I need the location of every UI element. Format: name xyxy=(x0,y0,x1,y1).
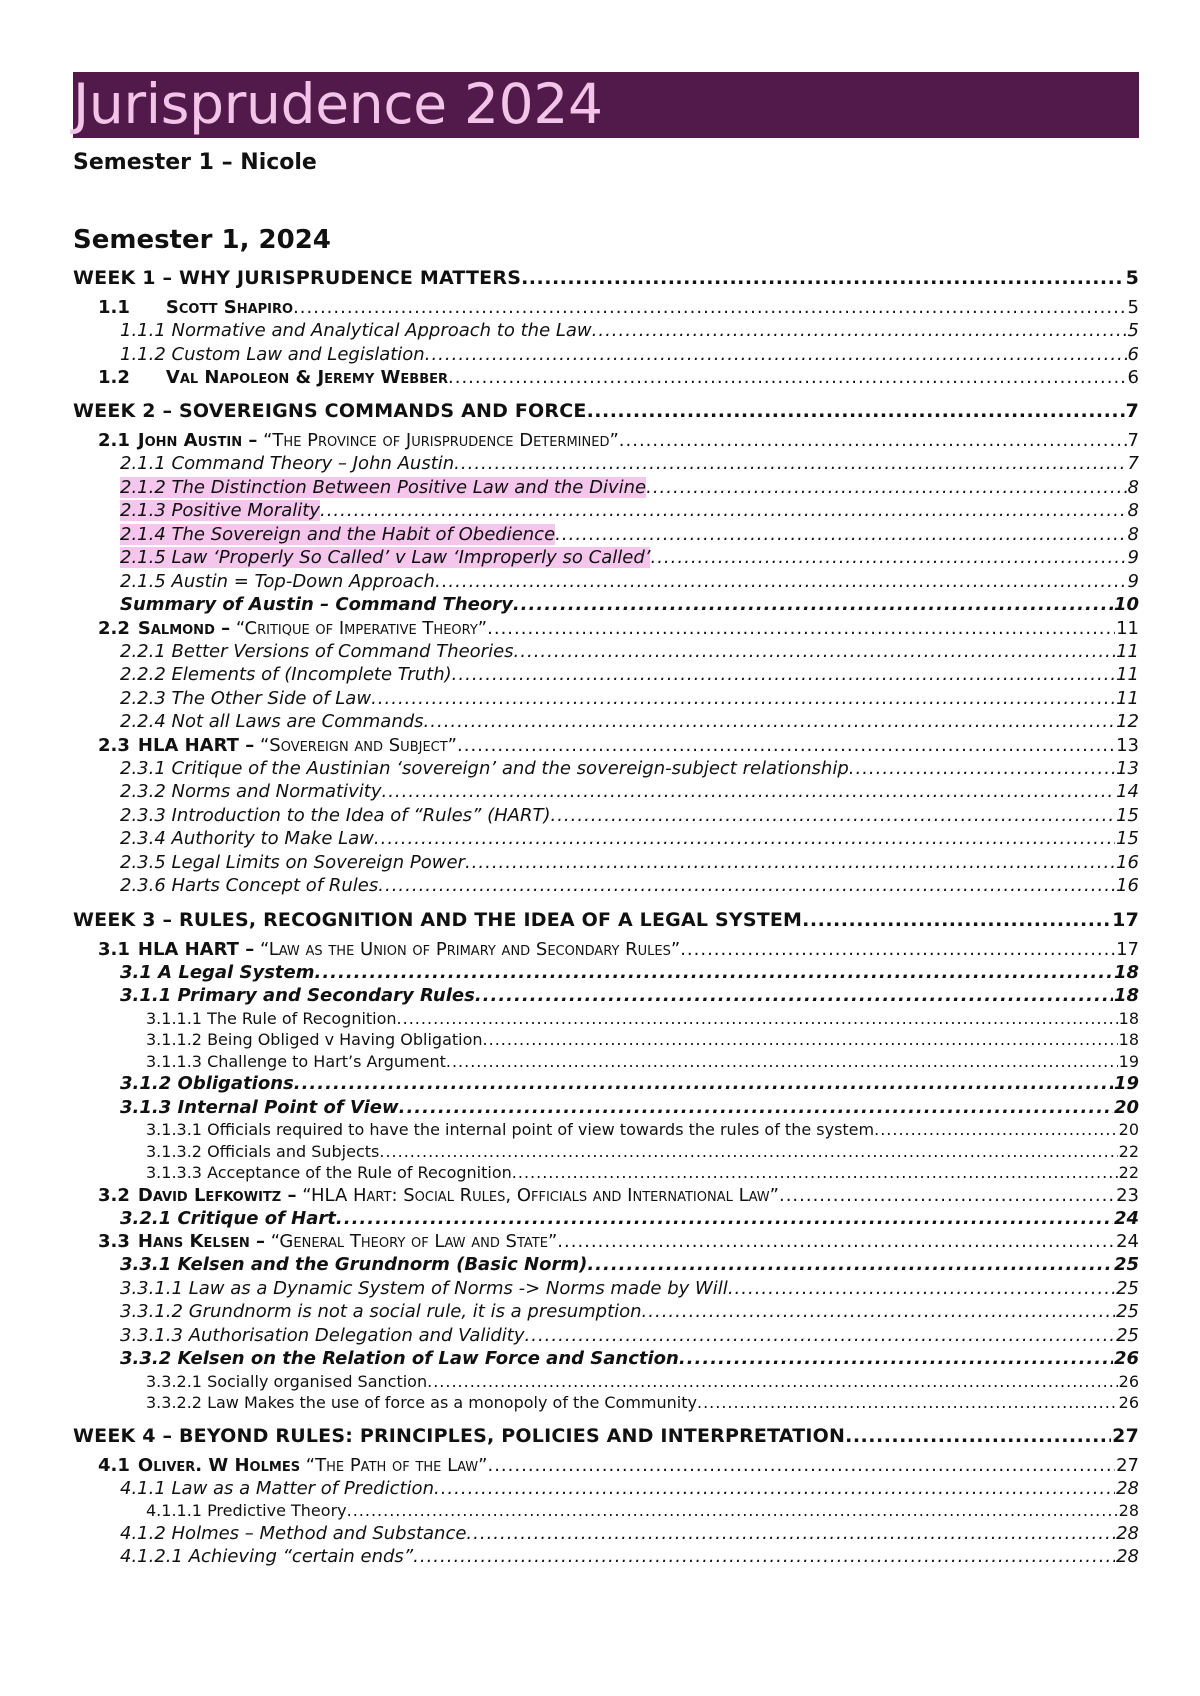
toc-page-number: 24 xyxy=(1113,1207,1139,1229)
toc-section-number: 2.1 xyxy=(98,430,130,451)
toc-text: 2.2.1 Better Versions of Command Theories xyxy=(120,640,514,662)
toc-entry-sub[interactable] xyxy=(73,1522,1139,1546)
toc-section-author: David Lefkowitz – xyxy=(137,1184,297,1206)
toc-dot-leader xyxy=(427,1371,1118,1393)
toc-entry-subsub[interactable] xyxy=(73,1162,1139,1184)
toc-text: 4.1.1.1 Predictive Theory xyxy=(146,1501,347,1520)
toc-dot-leader xyxy=(728,1277,1115,1301)
toc-entry-sub[interactable] xyxy=(73,874,1139,898)
toc-entry-sub[interactable] xyxy=(73,757,1139,781)
toc-entry-sub[interactable] xyxy=(73,984,1139,1008)
toc-dot-leader xyxy=(457,734,1115,757)
toc-text: 3.1.1.2 Being Obliged v Having Obligation xyxy=(146,1030,483,1049)
toc-page-number: 11 xyxy=(1116,687,1139,709)
toc-page-number: 15 xyxy=(1116,828,1139,849)
toc-text: 2.3.6 Harts Concept of Rules xyxy=(120,875,379,896)
toc-page-number: 7 xyxy=(1127,453,1139,474)
toc-section-work: “HLA Hart: Social Rules, Officials and International Law” xyxy=(296,1184,779,1206)
toc-text: 2.1.5 Austin = Top-Down Approach xyxy=(120,570,435,592)
toc-dot-leader xyxy=(802,908,1111,932)
toc-entry-title xyxy=(120,663,452,687)
toc-text: Summary of Austin – Command Theory xyxy=(120,594,513,615)
toc-page-number: 7 xyxy=(1125,400,1139,422)
toc-dot-leader xyxy=(849,757,1115,781)
toc-entry-week[interactable] xyxy=(73,266,1139,290)
toc-entry-sub[interactable] xyxy=(73,827,1139,851)
toc-page-number: 8 xyxy=(1127,500,1139,521)
toc-entry-sub[interactable] xyxy=(73,593,1139,617)
toc-page-number: 26 xyxy=(1118,1371,1139,1391)
toc-entry-week[interactable] xyxy=(73,399,1139,423)
toc-page-number: 23 xyxy=(1116,1184,1139,1206)
document-title: Jurisprudence 2024 xyxy=(73,72,603,136)
toc-text: 3.1.3 Internal Point of View xyxy=(120,1096,399,1118)
toc-section-author: Scott Shapiro xyxy=(165,297,294,318)
toc-text: 4.1.2.1 Achieving “certain ends” xyxy=(120,1546,414,1567)
toc-text: 2.2.3 The Other Side of Law xyxy=(120,687,372,709)
toc-text: 3.3.2.1 Socially organised Sanction xyxy=(146,1371,428,1391)
toc-page-number: 13 xyxy=(1116,734,1139,756)
toc-dot-leader xyxy=(680,938,1115,961)
toc-dot-leader xyxy=(425,343,1127,367)
toc-entry-sub[interactable] xyxy=(73,343,1139,367)
title-banner xyxy=(73,72,1139,138)
toc-entry-sub[interactable] xyxy=(73,804,1139,828)
toc-text: WEEK 4 – BEYOND RULES: PRINCIPLES, POLICIES AND INTERPRETATION xyxy=(73,1424,846,1447)
toc-entry-title xyxy=(146,1392,697,1414)
toc-entry-sec[interactable] xyxy=(73,1230,1139,1253)
toc-entry-title xyxy=(120,851,465,875)
toc-section-author: HLA HART – xyxy=(137,734,255,756)
toc-entry-sec[interactable] xyxy=(73,429,1139,452)
toc-text: 3.3.2 Kelsen on the Relation of Law Force and Sanction xyxy=(120,1348,679,1369)
toc-dot-leader xyxy=(697,1392,1118,1414)
toc-dot-leader xyxy=(525,1324,1116,1348)
toc-entry-title xyxy=(120,1300,642,1324)
toc-dot-leader xyxy=(379,1141,1117,1163)
toc-entry-title xyxy=(120,1324,525,1348)
toc-entry-title xyxy=(146,1371,427,1393)
toc-section-number: 3.1 xyxy=(98,938,130,960)
toc-section-number: 4.1 xyxy=(98,1454,130,1476)
toc-text: WEEK 2 – SOVEREIGNS COMMANDS AND FORCE xyxy=(73,400,587,422)
toc-highlighted-text: 2.1.2 The Distinction Between Positive Law and the Divine xyxy=(120,476,647,498)
toc-entry-sec[interactable] xyxy=(73,734,1139,757)
toc-highlighted-text: 2.1.3 Positive Morality xyxy=(120,500,320,521)
toc-dot-leader xyxy=(557,1230,1115,1253)
toc-dot-leader xyxy=(779,1184,1115,1207)
toc-text: 2.3.3 Introduction to the Idea of “Rules” (HART) xyxy=(120,804,551,826)
toc-page-number: 15 xyxy=(1116,804,1139,826)
toc-entry-title xyxy=(120,757,849,781)
toc-dot-leader xyxy=(874,1119,1118,1141)
toc-text: 3.3.1.2 Grundnorm is not a social rule, it is a presumption xyxy=(120,1301,642,1322)
toc-dot-leader xyxy=(435,570,1127,594)
toc-dot-leader xyxy=(550,804,1115,828)
toc-entry-sec[interactable] xyxy=(73,366,1139,389)
toc-page-number: 6 xyxy=(1127,343,1139,365)
toc-page-number: 11 xyxy=(1116,617,1139,639)
toc-page-number: 5 xyxy=(1127,297,1139,318)
toc-entry-sec[interactable] xyxy=(73,938,1139,961)
toc-entry-title xyxy=(146,1051,446,1073)
toc-page-number: 25 xyxy=(1113,1254,1139,1275)
toc-text: 3.3.2.2 Law Makes the use of force as a monopoly of the Community xyxy=(146,1393,697,1412)
toc-page-number: 19 xyxy=(1118,1051,1139,1071)
toc-entry-subsub[interactable] xyxy=(73,1029,1139,1051)
toc-dot-leader xyxy=(413,1545,1115,1569)
toc-page-number: 8 xyxy=(1127,523,1139,545)
toc-entry-subsub[interactable] xyxy=(73,1371,1139,1393)
toc-text: 2.3.5 Legal Limits on Sovereign Power xyxy=(120,851,465,873)
toc-text: 3.1.3.3 Acceptance of the Rule of Recognition xyxy=(146,1163,512,1182)
toc-entry-title xyxy=(73,399,587,423)
toc-dot-leader xyxy=(374,827,1115,851)
toc-section-work: “The Path of the Law” xyxy=(300,1454,488,1476)
toc-dot-leader xyxy=(650,546,1126,570)
toc-entry-sub[interactable] xyxy=(73,663,1139,687)
toc-entry-title xyxy=(98,1454,487,1477)
toc-section-author: HLA HART – xyxy=(137,938,255,960)
toc-entry-title xyxy=(120,1253,587,1277)
toc-entry-sub[interactable] xyxy=(73,1277,1139,1301)
toc-entry-sub[interactable] xyxy=(73,452,1139,476)
toc-dot-leader xyxy=(336,1207,1113,1231)
toc-highlighted-text: 2.1.5 Law ‘Properly So Called’ v Law ‘Improperly so Called’ xyxy=(120,547,651,568)
toc-text: WEEK 1 – WHY JURISPRUDENCE MATTERS xyxy=(73,267,522,289)
toc-entry-subsub[interactable] xyxy=(73,1008,1139,1030)
toc-entry-title xyxy=(120,640,514,664)
toc-text: 2.3.4 Authority to Make Law xyxy=(120,828,374,849)
toc-dot-leader xyxy=(521,266,1125,290)
toc-page-number: 17 xyxy=(1116,938,1139,960)
toc-dot-leader xyxy=(512,1162,1118,1184)
toc-text: 4.1.2 Holmes – Method and Substance xyxy=(120,1522,467,1544)
toc-dot-leader xyxy=(475,984,1113,1008)
toc-text: 3.1.1 Primary and Secondary Rules xyxy=(120,985,475,1006)
toc-page-number: 25 xyxy=(1116,1301,1139,1322)
toc-entry-sub[interactable] xyxy=(73,1324,1139,1348)
toc-page-number: 28 xyxy=(1116,1546,1139,1567)
toc-dot-leader xyxy=(293,296,1126,319)
toc-entry-title xyxy=(73,1424,845,1448)
toc-dot-leader xyxy=(465,851,1115,875)
toc-dot-leader xyxy=(397,1008,1118,1030)
toc-page-number: 28 xyxy=(1116,1477,1139,1499)
toc-entry-title xyxy=(120,804,550,828)
toc-dot-leader xyxy=(381,780,1115,804)
toc-entry-title xyxy=(146,1162,512,1184)
toc-dot-leader xyxy=(514,640,1116,664)
toc-page-number: 25 xyxy=(1116,1277,1139,1299)
toc-dot-leader xyxy=(424,710,1116,734)
toc-page-number: 14 xyxy=(1116,781,1139,802)
toc-entry-subsub[interactable] xyxy=(73,1392,1139,1414)
toc-entry-sub[interactable] xyxy=(73,523,1139,547)
toc-dot-leader xyxy=(587,399,1125,423)
toc-entry-title xyxy=(120,476,646,500)
toc-dot-leader xyxy=(845,1424,1111,1448)
toc-dot-leader xyxy=(347,1500,1118,1522)
toc-page-number: 13 xyxy=(1116,757,1139,779)
toc-entry-title xyxy=(120,1347,679,1371)
toc-dot-leader xyxy=(587,1253,1113,1277)
toc-page-number: 16 xyxy=(1116,851,1139,873)
toc-entry-sub[interactable] xyxy=(73,570,1139,594)
toc-entry-title xyxy=(120,1545,413,1569)
toc-entry-title xyxy=(98,1184,779,1207)
toc-text: 2.2.2 Elements of (Incomplete Truth) xyxy=(120,664,452,685)
toc-page-number: 5 xyxy=(1125,267,1139,289)
toc-dot-leader xyxy=(487,1454,1115,1477)
toc-dot-leader xyxy=(483,1029,1118,1051)
toc-page-number: 26 xyxy=(1113,1348,1139,1369)
toc-entry-sub[interactable] xyxy=(73,710,1139,734)
toc-dot-leader xyxy=(513,593,1113,617)
toc-dot-leader xyxy=(454,452,1126,476)
toc-page-number: 6 xyxy=(1127,367,1139,388)
toc-page-number: 17 xyxy=(1112,908,1139,931)
toc-entry-title xyxy=(120,687,371,711)
toc-entry-title xyxy=(120,593,513,617)
toc-entry-sub[interactable] xyxy=(73,476,1139,500)
toc-entry-sub[interactable] xyxy=(73,1207,1139,1231)
toc-dot-leader xyxy=(448,366,1127,389)
toc-page-number: 27 xyxy=(1112,1424,1139,1447)
toc-entry-sec[interactable] xyxy=(73,296,1139,319)
toc-highlighted-text: 2.1.4 The Sovereign and the Habit of Obedience xyxy=(120,523,556,545)
toc-page-number: 11 xyxy=(1116,640,1139,662)
toc-page-number: 10 xyxy=(1113,594,1139,615)
toc-page-number: 8 xyxy=(1127,476,1139,498)
toc-text: 3.3.1 Kelsen and the Grundnorm (Basic Norm) xyxy=(120,1254,588,1275)
toc-text: 3.1.3.1 Officials required to have the internal point of view towards the rules of the system xyxy=(146,1120,875,1139)
toc-text: 4.1.1 Law as a Matter of Prediction xyxy=(120,1477,434,1499)
toc-section-work: “Law as the Union of Primary and Secondary Rules” xyxy=(254,938,681,960)
toc-entry-title xyxy=(120,546,650,570)
toc-entry-sub[interactable] xyxy=(73,1477,1139,1501)
toc-page-number: 5 xyxy=(1127,320,1139,341)
toc-dot-leader xyxy=(399,1096,1113,1120)
toc-entry-title xyxy=(120,1207,336,1231)
toc-entry-title xyxy=(146,1029,483,1051)
toc-entry-sub[interactable] xyxy=(73,1347,1139,1371)
toc-entry-title xyxy=(120,710,424,734)
document-subtitle: Semester 1 – Nicole xyxy=(73,150,317,175)
toc-section-number: 3.2 xyxy=(98,1184,130,1206)
toc-page-number: 22 xyxy=(1118,1141,1139,1161)
toc-dot-leader xyxy=(434,1477,1115,1501)
toc-text: 3.2.1 Critique of Hart xyxy=(120,1207,336,1229)
toc-entry-sec[interactable] xyxy=(73,617,1139,640)
toc-entry-title xyxy=(120,1277,728,1301)
toc-section-number: 2.2 xyxy=(98,617,130,639)
toc-entry-sub[interactable] xyxy=(73,1300,1139,1324)
toc-text: 3.3.1.3 Authorisation Delegation and Validity xyxy=(120,1324,525,1346)
toc-text: 2.1.1 Command Theory – John Austin xyxy=(120,453,455,474)
toc-entry-title xyxy=(73,908,802,932)
toc-page-number: 16 xyxy=(1116,875,1139,896)
toc-text: 3.1.2 Obligations xyxy=(120,1073,294,1094)
toc-entry-title xyxy=(73,266,521,290)
toc-dot-leader xyxy=(555,523,1126,547)
toc-section-number: 2.3 xyxy=(98,734,130,756)
toc-page-number: 27 xyxy=(1116,1454,1139,1476)
toc-entry-title xyxy=(98,1230,557,1253)
toc-dot-leader xyxy=(371,687,1115,711)
toc-section-work: “General Theory of Law and State” xyxy=(265,1231,558,1252)
toc-entry-title xyxy=(146,1500,347,1522)
toc-entry-title xyxy=(146,1008,397,1030)
toc-page-number: 11 xyxy=(1116,664,1139,685)
toc-entry-subsub[interactable] xyxy=(73,1500,1139,1522)
toc-dot-leader xyxy=(452,663,1115,687)
toc-page-number: 24 xyxy=(1116,1231,1139,1252)
toc-section-work: “Critique of Imperative Theory” xyxy=(230,617,488,639)
toc-page-number: 18 xyxy=(1118,1030,1139,1049)
toc-entry-title xyxy=(146,1119,874,1141)
toc-section-number: 1.1 xyxy=(98,297,130,318)
toc-entry-title xyxy=(120,1096,399,1120)
toc-text: 3.1 A Legal System xyxy=(120,961,315,983)
toc-section-author: Salmond – xyxy=(137,617,231,639)
toc-page-number: 28 xyxy=(1116,1522,1139,1544)
toc-entry-subsub[interactable] xyxy=(73,1119,1139,1141)
toc-text: 2.3.2 Norms and Normativity xyxy=(120,781,382,802)
toc-entry-title xyxy=(120,499,320,523)
toc-entry-week[interactable] xyxy=(73,1424,1139,1448)
toc-dot-leader xyxy=(642,1300,1116,1324)
toc-text: 1.1.2 Custom Law and Legislation xyxy=(120,343,425,365)
toc-page-number: 20 xyxy=(1113,1096,1139,1118)
toc-entry-sub[interactable] xyxy=(73,546,1139,570)
toc-page-number: 20 xyxy=(1118,1120,1139,1139)
toc-text: 1.1.1 Normative and Analytical Approach to the Law xyxy=(120,320,592,341)
toc-entry-sec[interactable] xyxy=(73,1454,1139,1477)
toc-dot-leader xyxy=(487,617,1115,640)
toc-entry-title xyxy=(120,319,592,343)
toc-section-work: “Sovereign and Subject” xyxy=(254,734,458,756)
toc-entry-sub[interactable] xyxy=(73,687,1139,711)
toc-entry-sub[interactable] xyxy=(73,640,1139,664)
toc-entry-title xyxy=(120,984,475,1008)
toc-entry-title xyxy=(120,452,454,476)
toc-dot-leader xyxy=(446,1051,1118,1073)
toc-page-number: 12 xyxy=(1116,711,1139,732)
toc-dot-leader xyxy=(466,1522,1115,1546)
toc-entry-subsub[interactable] xyxy=(73,1051,1139,1073)
toc-section-author: Hans Kelsen – xyxy=(137,1231,266,1252)
toc-text: WEEK 3 – RULES, RECOGNITION AND THE IDEA OF A LEGAL SYSTEM xyxy=(73,908,803,931)
toc-section-work: “The Province of Jurisprudence Determined” xyxy=(257,430,619,451)
toc-entry-sub[interactable] xyxy=(73,961,1139,985)
toc-entry-title xyxy=(98,938,680,961)
toc-page-number: 19 xyxy=(1113,1073,1139,1094)
toc-entry-sub[interactable] xyxy=(73,780,1139,804)
toc-dot-leader xyxy=(619,429,1127,452)
toc-entry-week[interactable] xyxy=(73,908,1139,932)
toc-text: 3.1.3.2 Officials and Subjects xyxy=(146,1141,380,1161)
toc-dot-leader xyxy=(320,499,1127,523)
toc-entry-title xyxy=(120,1522,466,1546)
toc-section-number: 1.2 xyxy=(98,367,130,388)
toc-text: 3.1.1.3 Challenge to Hart’s Argument xyxy=(146,1051,446,1071)
toc-entry-sub[interactable] xyxy=(73,319,1139,343)
toc-section-number: 3.3 xyxy=(98,1231,130,1252)
toc-text: 3.3.1.1 Law as a Dynamic System of Norms -> Norms made by Will xyxy=(120,1277,728,1299)
toc-entry-sub[interactable] xyxy=(73,851,1139,875)
toc-dot-leader xyxy=(646,476,1126,500)
toc-text: 2.2.4 Not all Laws are Commands xyxy=(120,711,424,732)
toc-text: 2.3.1 Critique of the Austinian ‘sovereign’ and the sovereign-subject relationship xyxy=(120,757,849,779)
toc-page-number: 18 xyxy=(1113,961,1139,983)
toc-entry-title xyxy=(120,343,425,367)
toc-entry-sub[interactable] xyxy=(73,1072,1139,1096)
toc-dot-leader xyxy=(679,1347,1113,1371)
toc-page-number: 9 xyxy=(1127,570,1139,592)
toc-heading: Semester 1, 2024 xyxy=(73,225,331,255)
toc-entry-title xyxy=(120,523,555,547)
toc-entry-sub[interactable] xyxy=(73,1253,1139,1277)
toc-dot-leader xyxy=(294,1072,1113,1096)
toc-section-author: Val Napoleon & Jeremy Webber xyxy=(165,367,448,388)
toc-page-number: 25 xyxy=(1116,1324,1139,1346)
toc-section-author: Oliver. W Holmes xyxy=(137,1454,301,1476)
toc-entry-title xyxy=(98,617,487,640)
toc-section-author: John Austin – xyxy=(137,430,258,451)
toc-page-number: 18 xyxy=(1113,985,1139,1006)
toc-entry-sec[interactable] xyxy=(73,1184,1139,1207)
toc-entry-title xyxy=(98,734,457,757)
toc-entry-title xyxy=(98,296,293,319)
toc-page-number: 18 xyxy=(1118,1008,1139,1028)
toc-entry-title xyxy=(120,1072,294,1096)
toc-entry-subsub[interactable] xyxy=(73,1141,1139,1163)
toc-entry-title xyxy=(120,827,374,851)
toc-entry-sub[interactable] xyxy=(73,1096,1139,1120)
toc-page-number: 9 xyxy=(1127,547,1139,568)
toc-page-number: 22 xyxy=(1118,1163,1139,1182)
document-page xyxy=(73,72,1139,1569)
toc-entry-sub[interactable] xyxy=(73,499,1139,523)
toc-page-number: 26 xyxy=(1118,1393,1139,1412)
toc-entry-title xyxy=(120,1477,434,1501)
toc-text: 3.1.1.1 The Rule of Recognition xyxy=(146,1008,397,1028)
toc-entry-title xyxy=(120,570,435,594)
toc-page-number: 28 xyxy=(1118,1501,1139,1520)
toc-entry-title xyxy=(98,429,619,452)
table-of-contents xyxy=(73,266,1139,1569)
toc-page-number: 7 xyxy=(1127,430,1139,451)
toc-entry-title xyxy=(98,366,448,389)
toc-dot-leader xyxy=(592,319,1127,343)
toc-dot-leader xyxy=(378,874,1115,898)
toc-entry-sub[interactable] xyxy=(73,1545,1139,1569)
toc-entry-title xyxy=(120,874,378,898)
toc-dot-leader xyxy=(314,961,1112,985)
toc-entry-title xyxy=(146,1141,379,1163)
toc-entry-title xyxy=(120,961,314,985)
toc-entry-title xyxy=(120,780,381,804)
